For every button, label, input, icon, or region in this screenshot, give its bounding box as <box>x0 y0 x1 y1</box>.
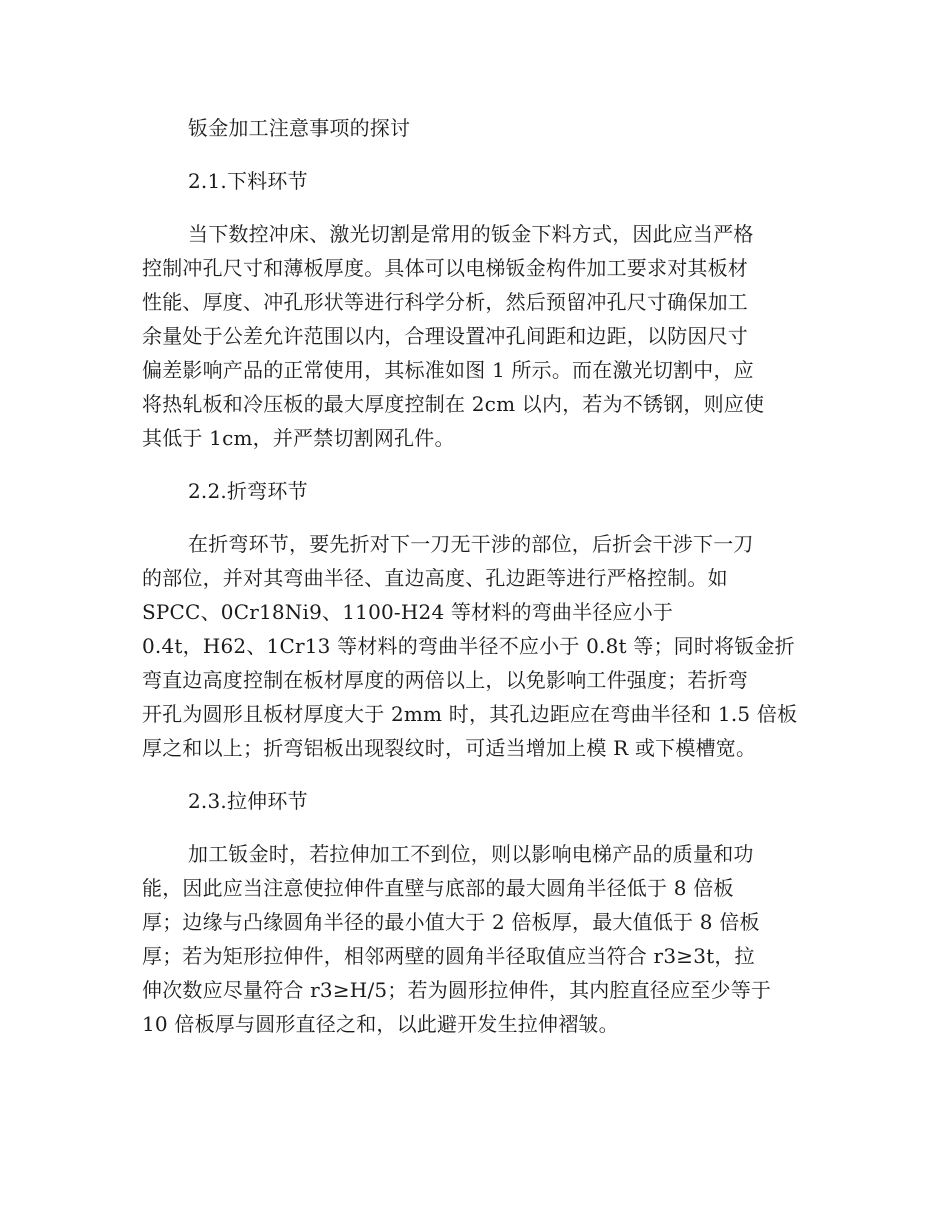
paragraph-line: 厚；若为矩形拉伸件，相邻两壁的圆角半径取值应当符合 r3≥3t，拉 <box>142 944 755 968</box>
paragraph-line: 余量处于公差允许范围以内，合理设置冲孔间距和边距，以防因尺寸 <box>142 324 748 348</box>
paragraph-line: 性能、厚度、冲孔形状等进行科学分析，然后预留冲孔尺寸确保加工 <box>142 290 748 314</box>
paragraph-line: 0.4t，H62、1Cr13 等材料的弯曲半径不应小于 0.8t 等；同时将钣金折 <box>142 634 795 658</box>
paragraph-line: 10 倍板厚与圆形直径之和，以此避开发生拉伸褶皱。 <box>142 1012 619 1036</box>
section-heading: 2.3.拉伸环节 <box>188 789 308 813</box>
section-heading: 2.2.折弯环节 <box>188 479 308 503</box>
paragraph-line: 伸次数应尽量符合 r3≥H/5；若为圆形拉伸件，其内腔直径应至少等于 <box>142 978 772 1002</box>
document-title: 钣金加工注意事项的探讨 <box>188 116 411 140</box>
paragraph-line: 厚之和以上；折弯铝板出现裂纹时，可适当增加上模 R 或下模槽宽。 <box>142 736 757 760</box>
paragraph-line: 控制冲孔尺寸和薄板厚度。具体可以电梯钣金构件加工要求对其板材 <box>142 256 748 280</box>
paragraph-line: 其低于 1cm，并严禁切割网孔件。 <box>142 426 455 450</box>
paragraph-line: 加工钣金时，若拉伸加工不到位，则以影响电梯产品的质量和功 <box>188 842 754 866</box>
paragraph-line: 偏差影响产品的正常使用，其标准如图 1 所示。而在激光切割中，应 <box>142 358 754 382</box>
paragraph-line: 在折弯环节，要先折对下一刀无干涉的部位，后折会干涉下一刀 <box>188 532 754 556</box>
paragraph-line: 将热轧板和冷压板的最大厚度控制在 2cm 以内，若为不锈钢，则应使 <box>142 392 765 416</box>
paragraph-line: 开孔为圆形且板材厚度大于 2mm 时，其孔边距应在弯曲半径和 1.5 倍板 <box>142 702 798 726</box>
paragraph-line: 厚；边缘与凸缘圆角半径的最小值大于 2 倍板厚，最大值低于 8 倍板 <box>142 910 760 934</box>
paragraph-line: SPCC、0Cr18Ni9、1100-H24 等材料的弯曲半径应小于 <box>142 600 674 624</box>
paragraph-line: 弯直边高度控制在板材厚度的两倍以上，以免影响工件强度；若折弯 <box>142 668 748 692</box>
paragraph-line: 当下数控冲床、激光切割是常用的钣金下料方式，因此应当严格 <box>188 222 754 246</box>
paragraph-line: 能，因此应当注意使拉伸件直壁与底部的最大圆角半径低于 8 倍板 <box>142 876 734 900</box>
section-heading: 2.1.下料环节 <box>188 169 308 193</box>
paragraph-line: 的部位，并对其弯曲半径、直边高度、孔边距等进行严格控制。如 <box>142 566 728 590</box>
